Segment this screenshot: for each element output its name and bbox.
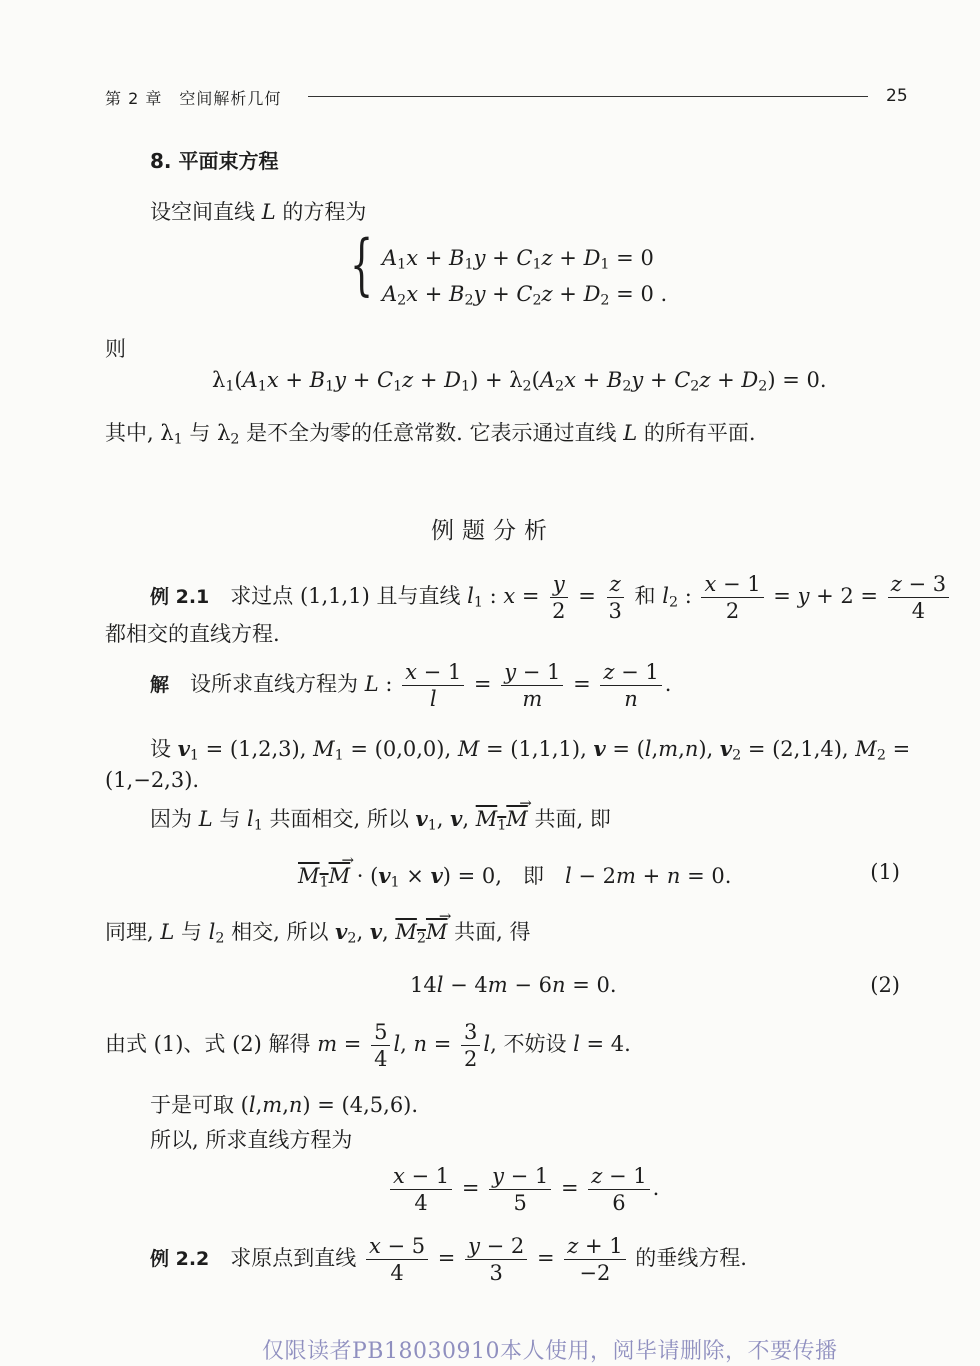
page-number: 25 <box>886 86 908 106</box>
therefore-line: 所以, 所求直线方程为 <box>150 1128 353 1152</box>
equation-2-number: (2) <box>870 973 900 997</box>
then-text: 则 <box>105 337 126 361</box>
section-intro: 设空间直线 L 的方程为 <box>150 200 367 224</box>
solution-label: 解 <box>150 674 170 697</box>
section-title: 8. 平面束方程 <box>150 149 279 173</box>
coplanar-2: 同理, L 与 $l_2$ 相交, 所以 $v_2$, v, $M_2M$ → 共面, 得 <box>105 916 531 946</box>
system-eq1: $A_1x + B_1y + C_1z + D_1 = 0$ <box>382 246 654 273</box>
choose-line: 于是可取 (l,m,n) = (4,5,6). <box>150 1093 419 1117</box>
example-2-1-statement-cont: 都相交的直线方程. <box>105 622 280 646</box>
equation-1: $M_1M$ → · $(v_1 \times v) = 0$, 即 l − 2m + n = 0. <box>298 860 731 890</box>
system-brace: { <box>350 226 374 303</box>
setup-line: 设 $v_1 = (1,2,3)$, $M_1 = (0,0,0)$, M = (1,1,1), v = (l,m,n), $v_2 = (2,1,4)$, $M_2$ = <box>150 736 911 764</box>
watermark: 仅限读者PB18030910本人使用，阅毕请删除，不要传播 <box>262 1339 838 1364</box>
pencil-explanation: 其中, $\lambda_1$ 与 $\lambda_2$ 是不全为零的任意常数. 它表示通过直线 L 的所有平面. <box>105 421 756 448</box>
solution-intro: 解 设所求直线方程为 L : $\frac{x - 1}{l}$ = $\frac{y - 1}{m}$ = $\frac{z - 1}{n}$ . <box>150 660 672 712</box>
equation-2: 14l − 4m − 6n = 0. <box>410 973 617 997</box>
header-rule <box>308 96 868 97</box>
setup-line-cont: (1,−2,3). <box>105 768 200 792</box>
example-label: 例 2.1 <box>150 586 210 609</box>
coplanar-1: 因为 L 与 $l_1$ 共面相交, 所以 $v_1$, v, $M_1M$ → 共面, 即 <box>150 803 611 833</box>
analysis-heading: 例题分析 <box>431 518 555 544</box>
system-eq2: $A_2x + B_2y + C_2z + D_2 = 0$ . <box>382 282 668 309</box>
example-label: 例 2.2 <box>150 1248 210 1271</box>
answer-equation: $\frac{x - 1}{4}$ = $\frac{y - 1}{5}$ = $\frac{z - 1}{6}$ . <box>387 1164 659 1215</box>
example-2-2-statement: 例 2.2 求原点到直线 $\frac{x - 5}{4}$ = $\frac{y - 2}{3}$ = $\frac{z + 1}{-2}$ 的垂线方程. <box>150 1234 747 1286</box>
solve-line: 由式 (1)、式 (2) 解得 m = $\frac{5}{4}$ l, n = $\frac{3}{2}$ l, 不妨设 l = 4. <box>105 1020 631 1072</box>
pencil-equation: $\lambda_1(A_1x + B_1y + C_1z + D_1) + \lambda_2(A_2x + B_2y + C_2z + D_2) = 0$. <box>212 368 827 395</box>
example-2-1-statement: 例 2.1 求过点 (1,1,1) 且与直线 $l_1$ : x = $\frac{y}{2}$ = $\frac{z}{3}$ 和 $l_2$ : $\frac{x - 1}{2}$ = y + 2 = $\frac{z - 3}{4}$ <box>150 572 952 623</box>
running-header: 第 2 章 空间解析几何 <box>105 89 282 108</box>
equation-1-number: (1) <box>870 860 900 884</box>
